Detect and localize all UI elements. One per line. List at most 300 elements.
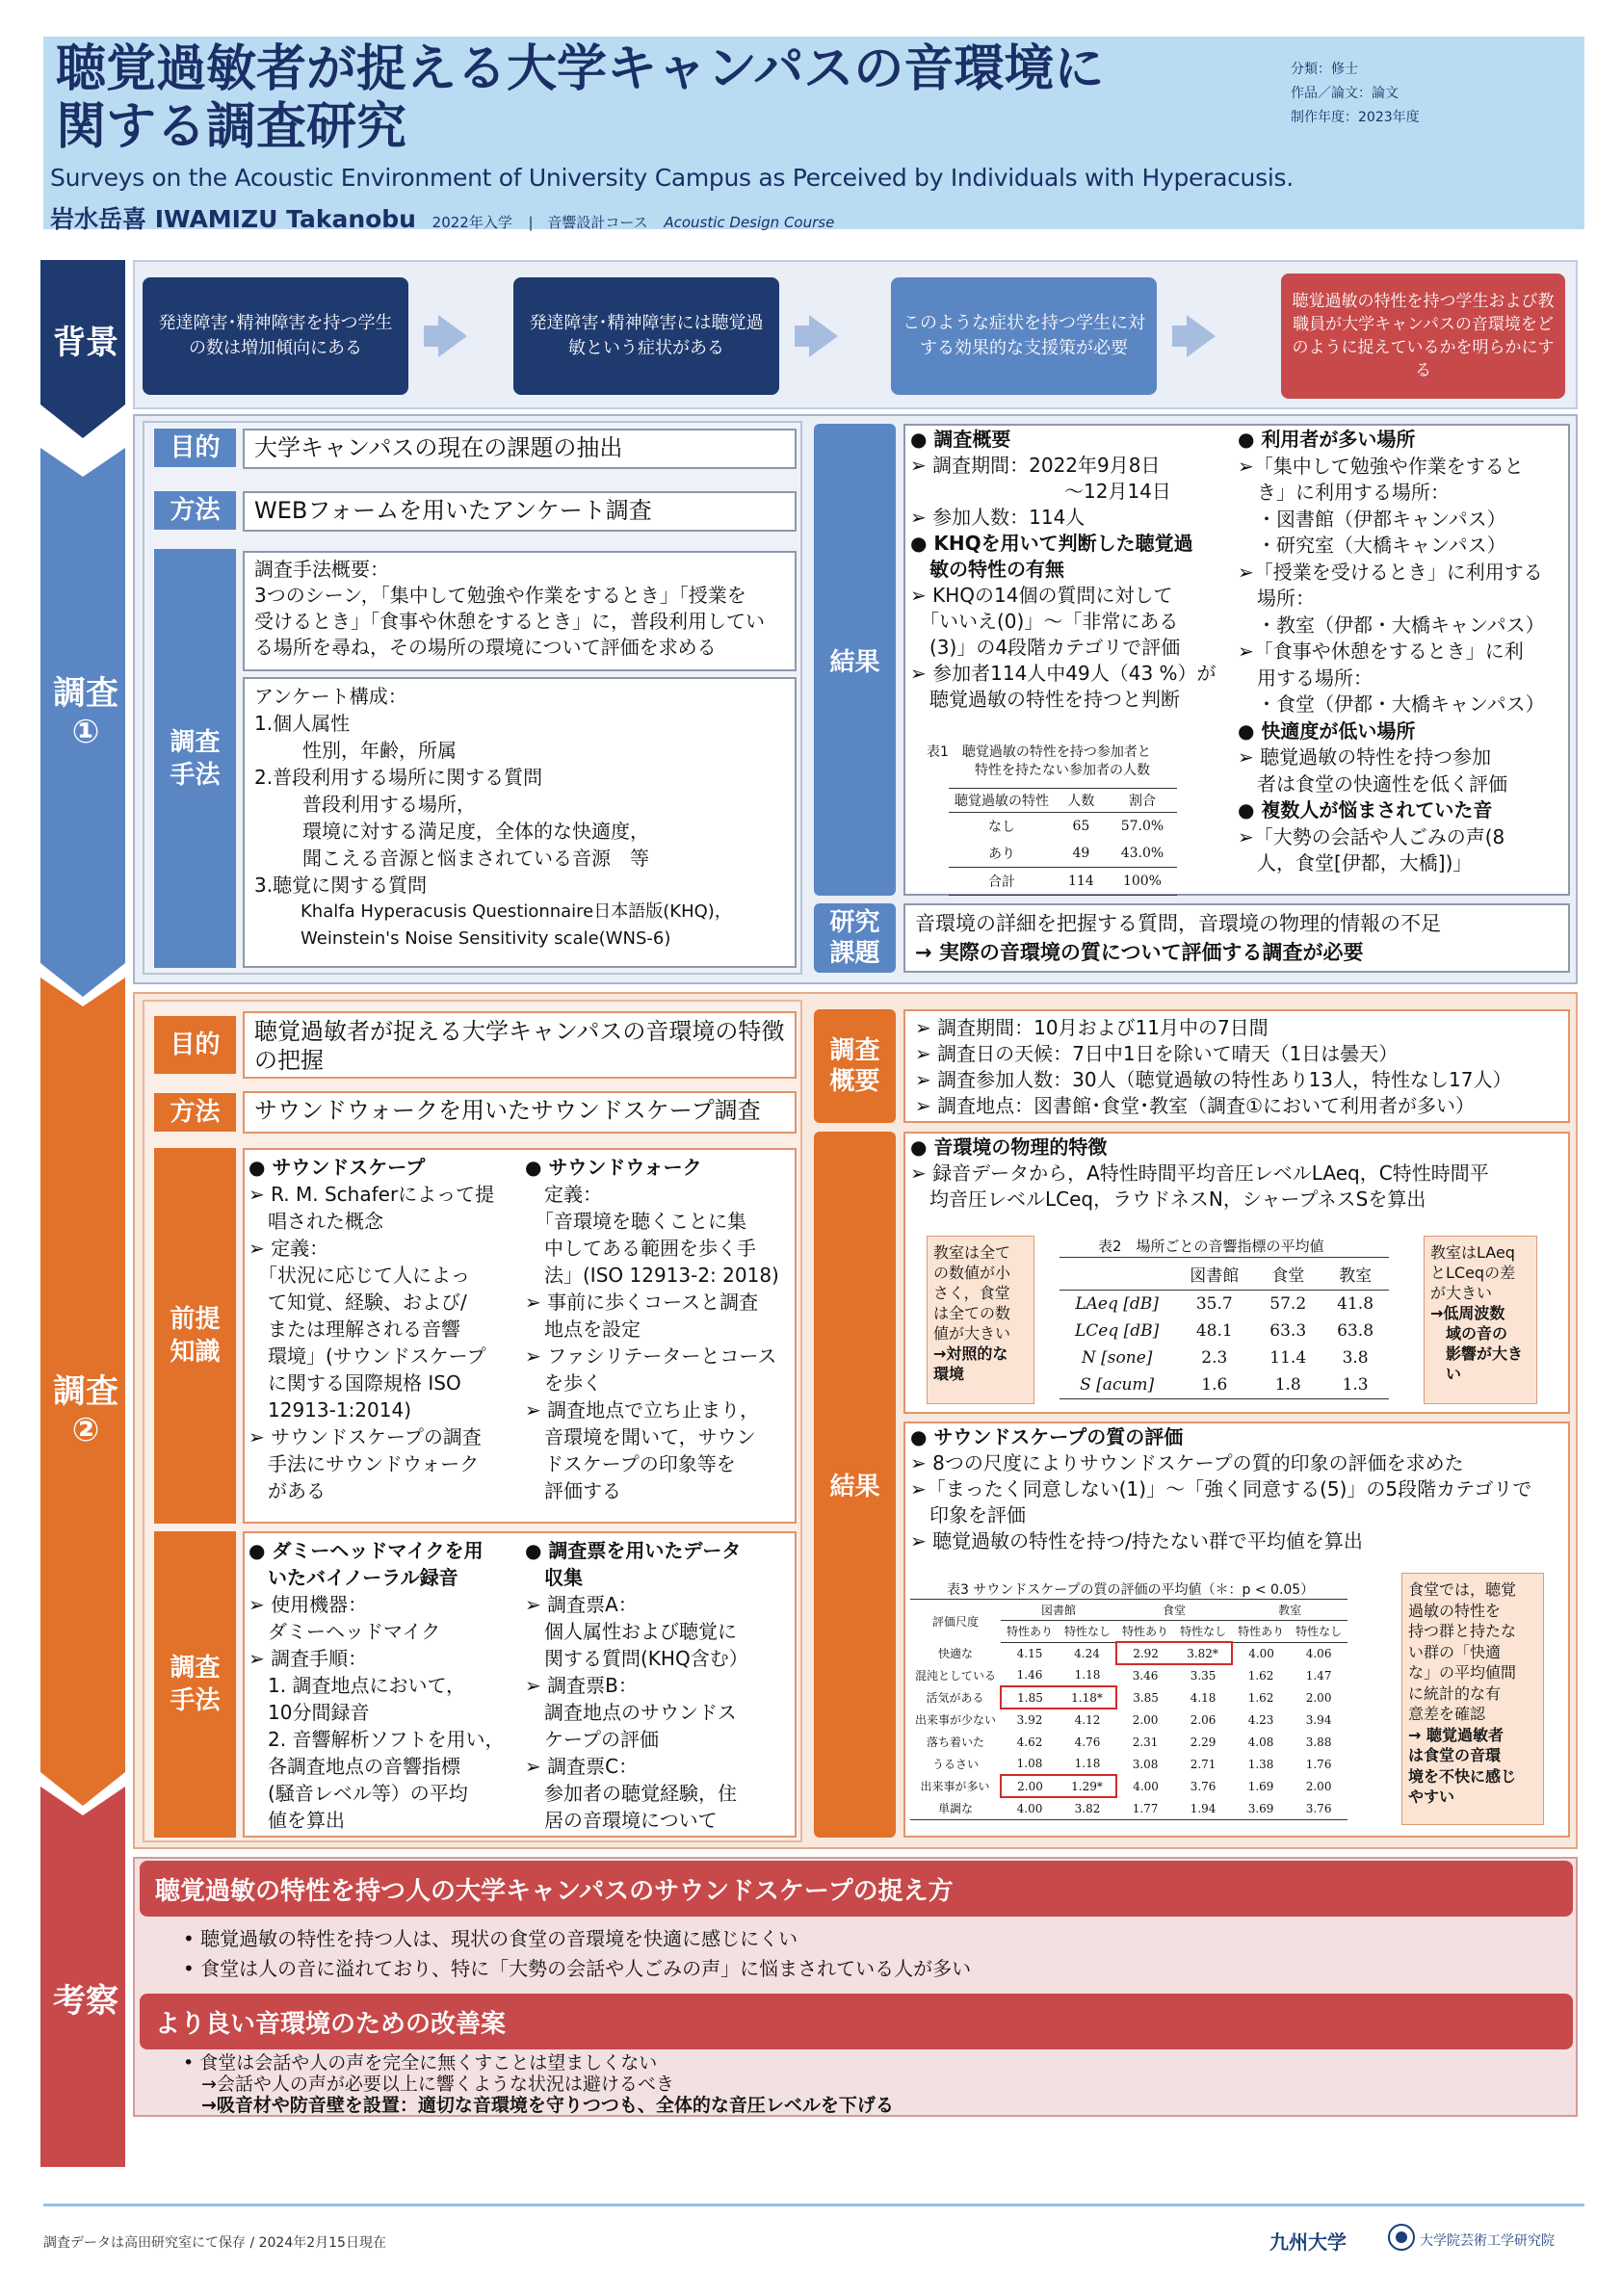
note-line: 環境 (933, 1365, 965, 1383)
table-cell: N [sone] (1081, 1348, 1153, 1368)
arrow-icon (1187, 315, 1216, 357)
text-line: 関する質問(KHQ含む） (525, 1647, 748, 1670)
text-line: ➢ 使用機器： (249, 1593, 368, 1616)
table-cell: 1.76 (1305, 1757, 1332, 1771)
text-line: ➢ 参加者114人中49人（43 %）が (910, 662, 1216, 685)
text-line: ● 複数人が悩まされていた音 (1238, 798, 1493, 822)
discussion-head-1: 聴覚過敏の特性を持つ人の大学キャンパスのサウンドスケープの捉え方 (140, 1861, 1573, 1917)
table-cell: 出来事が少ない (915, 1713, 997, 1727)
table-cell: 1.29* (1059, 1775, 1116, 1797)
text-line: ・教室（伊都・大橋キャンパス） (1238, 613, 1545, 637)
text-line: 聴覚過敏の特性を持つと判断 (910, 688, 1180, 711)
table-cell: 特性あり (1232, 1621, 1290, 1643)
text-line: いたバイノーラル録音 (249, 1566, 458, 1589)
table-cell: 1.18 (1074, 1668, 1101, 1682)
s2-pre-label: 前提 知識 (154, 1148, 236, 1524)
arrow-icon (438, 315, 467, 357)
text-line: 地点を設定 (525, 1318, 641, 1341)
text-line: ケープの評価 (525, 1728, 659, 1751)
table-row (910, 1686, 1347, 1709)
table-cell: 4.15 (1016, 1646, 1043, 1660)
note-line: い (1430, 1365, 1462, 1383)
footer-divider (43, 2204, 1584, 2206)
table-cell: 4.08 (1247, 1735, 1274, 1749)
table-cell: 3.76 (1305, 1801, 1332, 1815)
note-line: い群の「快適 (1408, 1642, 1502, 1661)
s1-issue (903, 903, 1570, 973)
table-cell: 3.85 (1133, 1690, 1159, 1705)
table-cell: 混沌としている (915, 1669, 997, 1683)
s2-purpose-label: 目的 (154, 1016, 236, 1074)
text-line: 居の音環境について (525, 1809, 718, 1832)
table-row (949, 840, 1177, 868)
s1-survey-method-label: 調査 手法 (154, 549, 236, 968)
section-label-survey1: 調査 ① (53, 674, 118, 751)
text-line: 唱された概念 (249, 1210, 383, 1233)
note-line: が大きい (1430, 1284, 1493, 1302)
table-cell: 57.2 (1269, 1294, 1307, 1314)
text-line: 場所： (1238, 587, 1315, 610)
table-cell: 49 (1072, 846, 1090, 861)
text-line: 手法にサウンドウォーク (249, 1452, 480, 1475)
text-line: 性別，年齢，所属 (283, 739, 457, 762)
text-line: 者は食堂の快適性を低く評価 (1238, 771, 1507, 796)
note-line: な」の平均値間 (1408, 1663, 1517, 1682)
text-line: 3.聴覚に関する質問 (254, 874, 428, 897)
footer-note: 調査データは高田研究室にて保存 / 2024年2月15日現在 (43, 2235, 386, 2251)
section-chevrons (40, 260, 133, 2167)
table-cell: 41.8 (1337, 1294, 1374, 1314)
meta-type: 作品／論文：論文 (1291, 86, 1399, 101)
table3-caption: 表3 サウンドスケープの質の評価の平均値（＊：p < 0.05） (947, 1582, 1315, 1598)
note-line: 境を不快に感じ (1408, 1766, 1517, 1786)
text-line: ダミーヘッドマイク (249, 1620, 441, 1643)
text-line: Khalfa Hyperacusis Questionnaire日本語版(KHQ)， (283, 901, 732, 922)
text-line: 2. 音響解析ソフトを用い， (249, 1728, 505, 1751)
table-row (910, 1709, 1347, 1731)
text-line: アンケート構成： (254, 685, 407, 708)
s1-method: WEBフォームを用いたアンケート調査 (243, 491, 797, 532)
s2-method-label: 方法 (154, 1093, 236, 1132)
table-cell: 1.85 (1001, 1686, 1059, 1709)
table-cell: 1.62 (1247, 1668, 1274, 1683)
text-line: ● サウンドウォーク (525, 1156, 702, 1179)
table-cell: 活気がある (926, 1691, 984, 1705)
s2-overview (903, 1009, 1570, 1123)
author-name: 岩水岳喜 IWAMIZU Takanobu (50, 205, 416, 233)
text-line: ● 快適度が低い場所 (1238, 718, 1416, 743)
s2-pre-left (249, 1154, 523, 1504)
table-header-row (949, 789, 1177, 813)
text-line: 聞こえる音源と悩まされている音源 等 (283, 847, 649, 870)
text-line: に関する国際規格 ISO (249, 1371, 461, 1395)
note-line: →対照的な (933, 1344, 1008, 1363)
table-cell: 3.8 (1342, 1348, 1369, 1368)
note-line: → 聴覚過敏者 (1408, 1725, 1504, 1744)
text-line: を歩く (525, 1371, 602, 1395)
note-line: 域の音の (1430, 1324, 1508, 1343)
table-cell: なし (988, 820, 1015, 835)
text-line: 中してある範囲を歩く手 (525, 1237, 756, 1260)
issue-conclusion: → 実際の音環境の質について評価する調査が必要 (915, 941, 1364, 964)
text-line: ➢「授業を受けるとき」に利用する (1238, 560, 1543, 584)
table-cell: 3.35 (1190, 1669, 1216, 1683)
text-line: ➢ ファシリテーターとコース (525, 1344, 777, 1368)
background-step-2: 発達障害･精神障害には聴覚過敏という症状がある (513, 277, 779, 395)
section-label-discussion: 考察 (53, 1982, 118, 2021)
author-line: 岩水岳喜 IWAMIZU Takanobu 2022年入学 | 音響設計コース Acoustic Design Course (50, 205, 835, 233)
text-line: ● 調査概要 (910, 428, 1011, 451)
note-line: とLCeqの差 (1430, 1264, 1516, 1282)
text-line: 1.個人属性 (254, 712, 351, 735)
table-cell: うるさい (932, 1758, 980, 1771)
table-cell: 4.06 (1305, 1646, 1332, 1660)
s2-qual-text: ➢ 8つの尺度によりサウンドスケープの質的印象の評価を求めた ➢「まったく同意しない(1)」〜「強く同意する(5)」の5段階カテゴリで 印象を評価 ➢ 聴覚過敏の特性を持つ/持たない群で平均値を算出 (910, 1451, 1532, 1552)
table-row (1060, 1371, 1389, 1399)
table-cell: 教室 (1321, 1258, 1389, 1291)
table-cell: 100% (1108, 868, 1177, 896)
text-line: ドスケープの印象等を (525, 1452, 736, 1475)
text-line: ● ダミーヘッドマイクを用 (249, 1539, 484, 1562)
text-line: ➢ R. M. Schaferによって提 (249, 1183, 495, 1206)
text-line: Weinstein's Noise Sensitivity scale(WNS-6) (283, 928, 671, 949)
note-line: やすい (1408, 1787, 1455, 1806)
table-cell: 特性なし (1059, 1621, 1116, 1643)
table-cell: LCeq [dB] (1075, 1321, 1160, 1341)
table-cell: 特性あり (1116, 1621, 1174, 1643)
english-title: Surveys on the Acoustic Environment of University Campus as Perceived by Individuals with Hyperacusis. (50, 164, 1294, 192)
table-cell: 35.7 (1195, 1294, 1233, 1314)
table-cell: 1.47 (1305, 1668, 1332, 1683)
text-line: ➢ 調査参加人数：30人（聴覚過敏の特性あり13人，特性なし17人） (915, 1068, 1512, 1091)
text-line: 普段利用する場所， (283, 793, 476, 816)
meta-info (1291, 58, 1420, 130)
text-line: ➢ 調査手順： (249, 1647, 368, 1670)
text-line: 法」(ISO 12913-2: 2018) (525, 1264, 779, 1287)
text-line: る場所を尋ね，その場所の環境について評価を求める (254, 636, 717, 659)
s2-phys-head: ● 音環境の物理的特徴 (910, 1135, 1108, 1159)
s1-result-right (1238, 427, 1565, 877)
text-line: ➢ 調査期間：10月および11月中の7日間 (915, 1016, 1269, 1039)
table-row (910, 1664, 1347, 1686)
note-line: 教室は全て (933, 1243, 1011, 1262)
section-label-background: 背景 (53, 324, 118, 362)
list-item: →吸音材や防音壁を設置：適切な音環境を守りつつも、全体的な音圧レベルを下げる (183, 2095, 894, 2116)
table-cell: 4.00 (1248, 1646, 1274, 1660)
table-cell: 2.00 (1001, 1775, 1059, 1797)
s1-issue-label: 研究 課題 (814, 903, 896, 973)
table-cell: 3.69 (1247, 1801, 1274, 1815)
table-cell: 食堂 (1254, 1258, 1321, 1291)
text-line: て知覚、経験、および/ (249, 1291, 467, 1314)
table-cell: 2.71 (1190, 1757, 1216, 1771)
note-right (1424, 1236, 1537, 1404)
table-cell: 落ち着いた (927, 1735, 985, 1749)
text-line: ➢ 聴覚過敏の特性を持つ参加 (1238, 745, 1492, 769)
text-line: ・食堂（伊都・大橋キャンパス） (1238, 692, 1545, 716)
list-item: • 食堂は人の音に溢れており、特に「大勢の会話や人ごみの声」に悩まされている人が多い (183, 1957, 972, 1980)
text-line: 各調査地点の音響指標 (249, 1755, 460, 1778)
text-line: 用する場所： (1238, 665, 1373, 690)
course-en: Acoustic Design Course (664, 214, 835, 231)
table-cell: 人数 (1055, 789, 1108, 813)
table-cell: S [acum] (1080, 1375, 1155, 1395)
text-line: 参加者の聴覚経験，住 (525, 1782, 737, 1805)
list-item: • 聴覚過敏の特性を持つ人は、現状の食堂の音環境を快適に感じにくい (183, 1927, 798, 1950)
text-line: (3)」の4段階カテゴリで評価 (910, 636, 1181, 659)
background-step-4: 聴覚過敏の特性を持つ学生および教職員が大学キャンパスの音環境をどのように捉えているかを明らかにする (1281, 274, 1565, 399)
table-cell: 1.18 (1074, 1757, 1101, 1770)
text-line: 定義： (525, 1183, 602, 1206)
text-line: 敏の特性の有無 (910, 558, 1064, 581)
table-cell: 1.46 (1016, 1668, 1043, 1682)
text-line: ➢ 調査地点で立ち止まり， (525, 1398, 760, 1422)
s2-result-label: 結果 (814, 1132, 896, 1838)
text-line: ・図書館（伊都キャンパス） (1238, 507, 1506, 531)
school-name: 大学院芸術工学研究院 (1420, 2233, 1555, 2249)
table-cell: 快適な (938, 1647, 974, 1660)
table-cell: 63.3 (1269, 1321, 1307, 1341)
text-line: 「音環境を聴くことに集 (525, 1210, 746, 1233)
table-cell (1060, 1258, 1174, 1291)
arrow-icon (809, 315, 838, 357)
section-label-survey2: 調査 ② (53, 1372, 118, 1449)
text-line: 環境」(サウンドスケープ (249, 1344, 486, 1368)
text-line: 受けるとき」「食事や休憩をするとき」に，普段利用してい (254, 610, 765, 633)
list-item: • 食堂は会話や人の声を完全に無くすことは望ましくない (183, 2052, 658, 2074)
table-cell: 評価尺度 (932, 1614, 980, 1629)
text-line: ・研究室（大橋キャンパス） (1238, 534, 1506, 557)
text-line: 「いいえ(0)」〜「非常にある (910, 610, 1179, 633)
table-cell: 4.00 (1133, 1779, 1159, 1793)
table-header-row (1060, 1258, 1389, 1291)
s2-qual-head: ● サウンドスケープの質の評価 (910, 1425, 1184, 1448)
note-line: 意差を確認 (1408, 1705, 1486, 1723)
text-line: ➢ KHQの14個の質問に対して (910, 584, 1173, 607)
text-line: 評価する (525, 1479, 621, 1502)
s1-purpose: 大学キャンパスの現在の課題の抽出 (243, 429, 797, 469)
university-logo: 九州大学 (1269, 2231, 1347, 2254)
table-cell: 4.76 (1074, 1735, 1101, 1749)
s2-phys-text: ➢ 録音データから，A特性時間平均音圧レベルLAeq，C特性時間平 均音圧レベルLCeq，ラウドネスN，シャープネスSを算出 (910, 1161, 1489, 1211)
note-line: は全ての数 (933, 1304, 1011, 1322)
table-cell: 4.62 (1016, 1735, 1043, 1749)
page-title-line2: 関する調査研究 (56, 98, 407, 156)
table-cell: 3.76 (1190, 1779, 1216, 1793)
table-row (910, 1753, 1347, 1775)
note-line: 値が大きい (933, 1324, 1011, 1343)
table-row (910, 1731, 1347, 1753)
table-cell: 割合 (1108, 789, 1177, 813)
discussion-list-1 (183, 1924, 971, 1984)
table-row (910, 1775, 1347, 1797)
text-line: ● 利用者が多い場所 (1238, 428, 1416, 451)
table-cell: 2.92 (1116, 1642, 1174, 1664)
table2-caption: 表2 場所ごとの音響指標の平均値 (1098, 1238, 1324, 1255)
table-cell: 2.00 (1305, 1779, 1332, 1793)
text-line: 音環境を聞いて，サウン (525, 1425, 756, 1448)
note-line: に統計的な有 (1408, 1683, 1502, 1703)
s2-pre-right (525, 1154, 795, 1504)
table3 (910, 1599, 1347, 1820)
table-cell: 1.69 (1247, 1779, 1274, 1793)
note-line: さく，食堂 (933, 1284, 1010, 1302)
table-cell: 聴覚過敏の特性 (949, 789, 1055, 813)
table-cell: 1.77 (1132, 1801, 1159, 1815)
text-line: ➢「集中して勉強や作業をすると (1238, 454, 1524, 478)
table-row (910, 1642, 1347, 1664)
table-cell: 3.94 (1305, 1712, 1332, 1727)
table-cell: 1.3 (1342, 1375, 1369, 1395)
table-row (910, 1797, 1347, 1820)
note-line: の数値が小 (933, 1264, 1011, 1282)
note-line: は食堂の音環 (1408, 1746, 1502, 1764)
text-line: 12913-1:2014) (249, 1398, 412, 1422)
discussion-list-2 (183, 2052, 894, 2116)
table-cell: 特性なし (1174, 1621, 1232, 1643)
text-line: き」に利用する場所： (1238, 481, 1450, 504)
text-line: 「状況に応じて人によっ (249, 1264, 470, 1287)
note-left (927, 1236, 1034, 1404)
text-line: ● サウンドスケープ (249, 1156, 426, 1179)
table1 (949, 788, 1177, 896)
table-row (1060, 1291, 1389, 1318)
table-cell: 2.31 (1132, 1735, 1159, 1749)
note-line: 教室はLAeq (1430, 1243, 1515, 1262)
s1-overview (243, 551, 797, 671)
course-name: 音響設計コース (547, 214, 648, 231)
s1-result-left (910, 427, 1238, 713)
text-line: ➢ 事前に歩くコースと調査 (525, 1291, 759, 1314)
table-cell: 特性あり (1001, 1621, 1059, 1643)
text-line: 1. 調査地点において， (249, 1674, 466, 1697)
text-line: 調査手法概要： (254, 558, 389, 581)
s2-meth-left (249, 1537, 523, 1834)
text-line: ➢ 定義： (249, 1237, 329, 1260)
table-cell: 2.00 (1132, 1712, 1159, 1727)
note-line: 食堂では，聴覚 (1408, 1580, 1517, 1599)
text-line: 収集 (525, 1566, 583, 1589)
s1-purpose-label: 目的 (154, 429, 236, 467)
table-cell: 2.06 (1190, 1712, 1216, 1727)
s2-method: サウンドウォークを用いたサウンドスケープ調査 (243, 1091, 797, 1134)
table-cell: 4.12 (1074, 1713, 1101, 1727)
text-line: 値を算出 (249, 1809, 345, 1832)
table-cell: 特性なし (1290, 1621, 1347, 1643)
table-cell: LAeq [dB] (1075, 1294, 1159, 1314)
table-cell: 1.8 (1274, 1375, 1301, 1395)
table-cell: 11.4 (1269, 1348, 1307, 1368)
table-cell: 図書館 (1174, 1258, 1254, 1291)
list-item: →会話や人の声が必要以上に響くような状況は避けるべき (183, 2074, 674, 2095)
table-cell: 1.6 (1201, 1375, 1228, 1395)
table-cell: 2.00 (1305, 1690, 1332, 1705)
s2-purpose: 聴覚過敏者が捉える大学キャンパスの音環境の特徴の把握 (243, 1011, 797, 1079)
table-cell: あり (988, 847, 1015, 862)
text-line: ➢ 調査日の天候：7日中1日を除いて晴天（1日は曇天） (915, 1042, 1399, 1065)
table-cell: 43.0% (1120, 846, 1164, 861)
table-cell: 114 (1055, 868, 1108, 896)
page-title-line1: 聴覚過敏者が捉える大学キャンパスの音環境に (56, 40, 1105, 98)
table-cell: 4.23 (1247, 1712, 1274, 1727)
text-line: 調査地点のサウンドス (525, 1701, 737, 1724)
note-table3 (1401, 1573, 1544, 1825)
table-cell: 食堂 (1116, 1600, 1232, 1621)
table-cell: 3.92 (1016, 1713, 1043, 1727)
table-cell: 3.82 (1074, 1802, 1101, 1815)
note-line: 持つ群と持たな (1408, 1622, 1517, 1640)
text-line: 人，食堂[伊都，大橋])」 (1238, 851, 1473, 874)
text-line: ➢ 調査地点：図書館･食堂･教室（調査①において利用者が多い） (915, 1094, 1476, 1117)
table-cell: 63.8 (1337, 1321, 1374, 1341)
s2-meth-right (525, 1537, 795, 1834)
table1-caption: 表1 聴覚過敏の特性を持つ参加者と 特性を持たない参加者の人数 (927, 744, 1151, 778)
text-line: がある (249, 1479, 326, 1502)
text-line: 〜12月14日 (910, 480, 1171, 503)
background-step-3: このような症状を持つ学生に対する効果的な支援策が必要 (891, 277, 1157, 395)
text-line: 10分間録音 (249, 1701, 370, 1724)
text-line: ➢ サウンドスケープの調査 (249, 1425, 482, 1448)
table-cell: 1.18* (1059, 1686, 1116, 1709)
text-line: 環境に対する満足度，全体的な快適度， (283, 820, 649, 843)
text-line: ● 調査票を用いたデータ (525, 1539, 742, 1562)
text-line: ➢ 調査票B： (525, 1674, 638, 1697)
table-row (949, 813, 1177, 841)
enroll-year: 2022年入学 (432, 214, 512, 231)
table-cell: 3.08 (1132, 1757, 1159, 1771)
table2 (1060, 1257, 1389, 1399)
table-cell: 57.0% (1120, 819, 1164, 834)
text-line: ➢ 調査票A： (525, 1593, 638, 1616)
table-cell: 単調な (938, 1802, 974, 1815)
text-line: ➢「大勢の会話や人ごみの声(8 (1238, 824, 1505, 848)
table-cell: 65 (1072, 819, 1090, 834)
s2-meth-label: 調査 手法 (154, 1531, 236, 1838)
table-cell: 2.3 (1201, 1348, 1228, 1368)
school-emblem-icon (1387, 2223, 1416, 2252)
discussion-head-2: より良い音環境のための改善案 (140, 1994, 1573, 2049)
text-line: ● KHQを用いて判断した聴覚過 (910, 532, 1193, 555)
s1-result-label: 結果 (814, 424, 896, 896)
text-line: ➢ 参加人数：114人 (910, 506, 1086, 529)
text-line: 個人属性および聴覚に (525, 1620, 737, 1643)
table-cell: 1.94 (1190, 1801, 1216, 1815)
table-cell: 1.38 (1247, 1757, 1274, 1771)
table-cell: 4.24 (1074, 1646, 1100, 1660)
text-line: または理解される音響 (249, 1318, 460, 1341)
s2-overview-label: 調査 概要 (814, 1009, 896, 1123)
table-cell: 合計 (949, 868, 1055, 896)
note-line: 影響が大き (1430, 1344, 1524, 1363)
table-cell: 4.18 (1190, 1690, 1216, 1705)
table-cell: 3.82* (1174, 1642, 1232, 1664)
table-cell: 48.1 (1195, 1321, 1233, 1341)
text-line: ➢ 調査票C： (525, 1755, 639, 1778)
text-line: 3つのシーン，「集中して勉強や作業をするとき」「授業を (254, 584, 746, 607)
table-cell: 1.62 (1247, 1690, 1274, 1705)
text-line: (騒音レベル等）の平均 (249, 1782, 468, 1805)
table-cell: 3.46 (1132, 1669, 1159, 1683)
table-cell: 1.08 (1016, 1757, 1043, 1770)
background-step-1: 発達障害･精神障害を持つ学生の数は増加傾向にある (143, 277, 408, 395)
table-cell: 図書館 (1001, 1600, 1116, 1621)
issue-text: 音環境の詳細を把握する質問，音環境の物理的情報の不足 (915, 912, 1441, 935)
table-cell: 4.00 (1016, 1802, 1043, 1815)
text-line: ➢ 調査期間：2022年9月8日 (910, 454, 1161, 477)
table-row (1060, 1318, 1389, 1344)
s1-method-label: 方法 (154, 491, 236, 530)
text-line: ➢「食事や休憩をするとき」に利 (1238, 639, 1524, 663)
